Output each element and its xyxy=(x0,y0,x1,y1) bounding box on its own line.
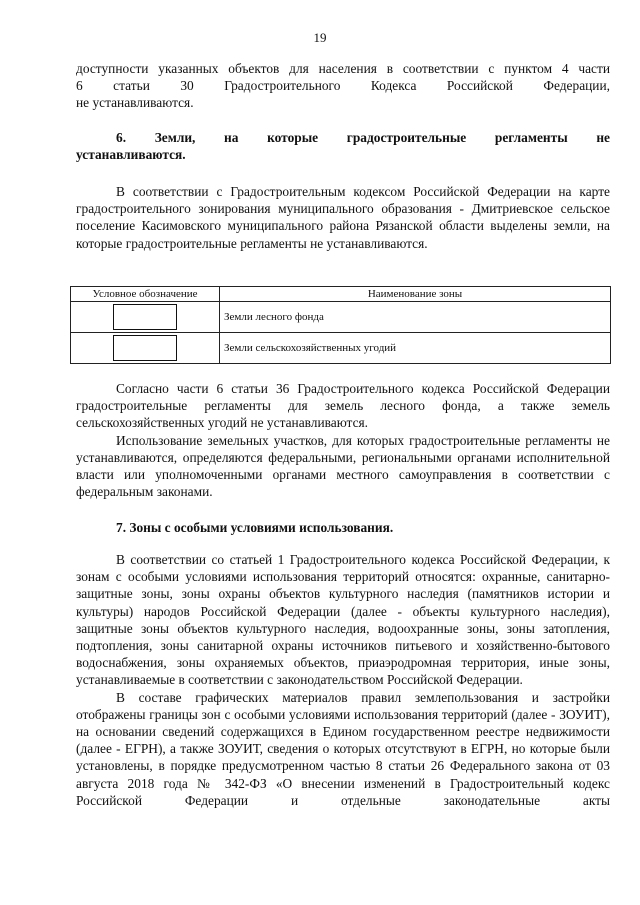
section-6-heading xyxy=(76,129,610,163)
zone-name-cell: Земли сельскохозяйственных угодий xyxy=(220,333,611,364)
section-6-heading-line-1: 6. Земли, на которые градостроительные регламенты не xyxy=(116,130,610,145)
intro-line-1: доступности указанных объектов для населения в соответствии с пунктом 4 части xyxy=(76,61,610,76)
intro-paragraph xyxy=(76,60,610,112)
page-number: 19 xyxy=(313,30,327,45)
section-7-heading: 7. Зоны с особыми условиями использования. xyxy=(116,520,394,535)
table-row xyxy=(71,333,611,364)
after-table-paragraph-1: Согласно части 6 статьи 36 Градостроительного кодекса Российской Федерации градостроительные регламенты для земель лесного фонда, а также земель сельскохозяйственных угодий не устанавливаются. xyxy=(76,381,610,431)
table-row xyxy=(71,302,611,333)
section-6-paragraph: В соответствии с Градостроительным кодексом Российской Федерации на карте градостроительного зонирования муниципального образования - Дмитриевское сельское поселение Касимовского муниципального района Рязанской области выделены земли, на которые градостроительные регламенты не устанавливаются. xyxy=(76,184,610,251)
col-header-symbol: Условное обозначение xyxy=(71,287,220,302)
zones-table xyxy=(70,286,611,364)
section-7-paragraph-2: В составе графических материалов правил землепользования и застройки отображены границы зон с особыми условиями использования территорий (далее - ЗОУИТ), на основании сведений содержащихся в Едином государственном реестре недвижимости (далее - ЕГРН), а также ЗОУИТ, сведения о которых отсутствуют в ЕГРН, но которые были установлены, в порядке предусмотренном частью 8 статьи 26 Федерального закона от 03 августа 2018 года № 342-ФЗ «О внесении изменений в Градостроительный кодекс Российской Федерации и отдельные законодательные акты xyxy=(76,689,610,808)
intro-line-3: не устанавливаются. xyxy=(76,95,194,111)
intro-line-2: 6 статьи 30 Градостроительного Кодекса Российской Федерации, xyxy=(76,78,610,94)
section-7-text xyxy=(76,551,610,809)
zone-name-cell: Земли лесного фонда xyxy=(220,302,611,333)
col-header-zone-name: Наименование зоны xyxy=(220,287,611,302)
table-header-row xyxy=(71,287,611,302)
section-7-paragraph-1: В соответствии со статьей 1 Градостроительного кодекса Российской Федерации, к зонам с особыми условиями использования территорий относятся: охранные, санитарно-защитные зоны, зоны охраны объектов культурного наследия (памятников истории и культуры) народов Российской Федерации (далее - объекты культурного наследия), защитные зоны объектов культурного наследия, водоохранные зоны, зоны затопления, подтопления, зоны санитарной охраны источников питьевого и хозяйственно-бытового водоснабжения, зоны охраняемых объектов, приаэродромная территория, иные зоны, устанавливаемые в соответствии с законодательством Российской Федерации. xyxy=(76,552,610,688)
zone-swatch-agricultural xyxy=(113,335,177,361)
zone-swatch-forest xyxy=(113,304,177,330)
zone-symbol-cell xyxy=(71,333,220,364)
section-6-heading-line-2: устанавливаются. xyxy=(76,147,186,163)
after-table-text xyxy=(76,380,610,500)
zone-symbol-cell xyxy=(71,302,220,333)
after-table-paragraph-2: Использование земельных участков, для которых градостроительные регламенты не устанавливаются, определяются федеральными, региональными органами исполнительной власти или уполномоченными органами местного самоуправления в соответствии с федеральным законами. xyxy=(76,432,610,500)
